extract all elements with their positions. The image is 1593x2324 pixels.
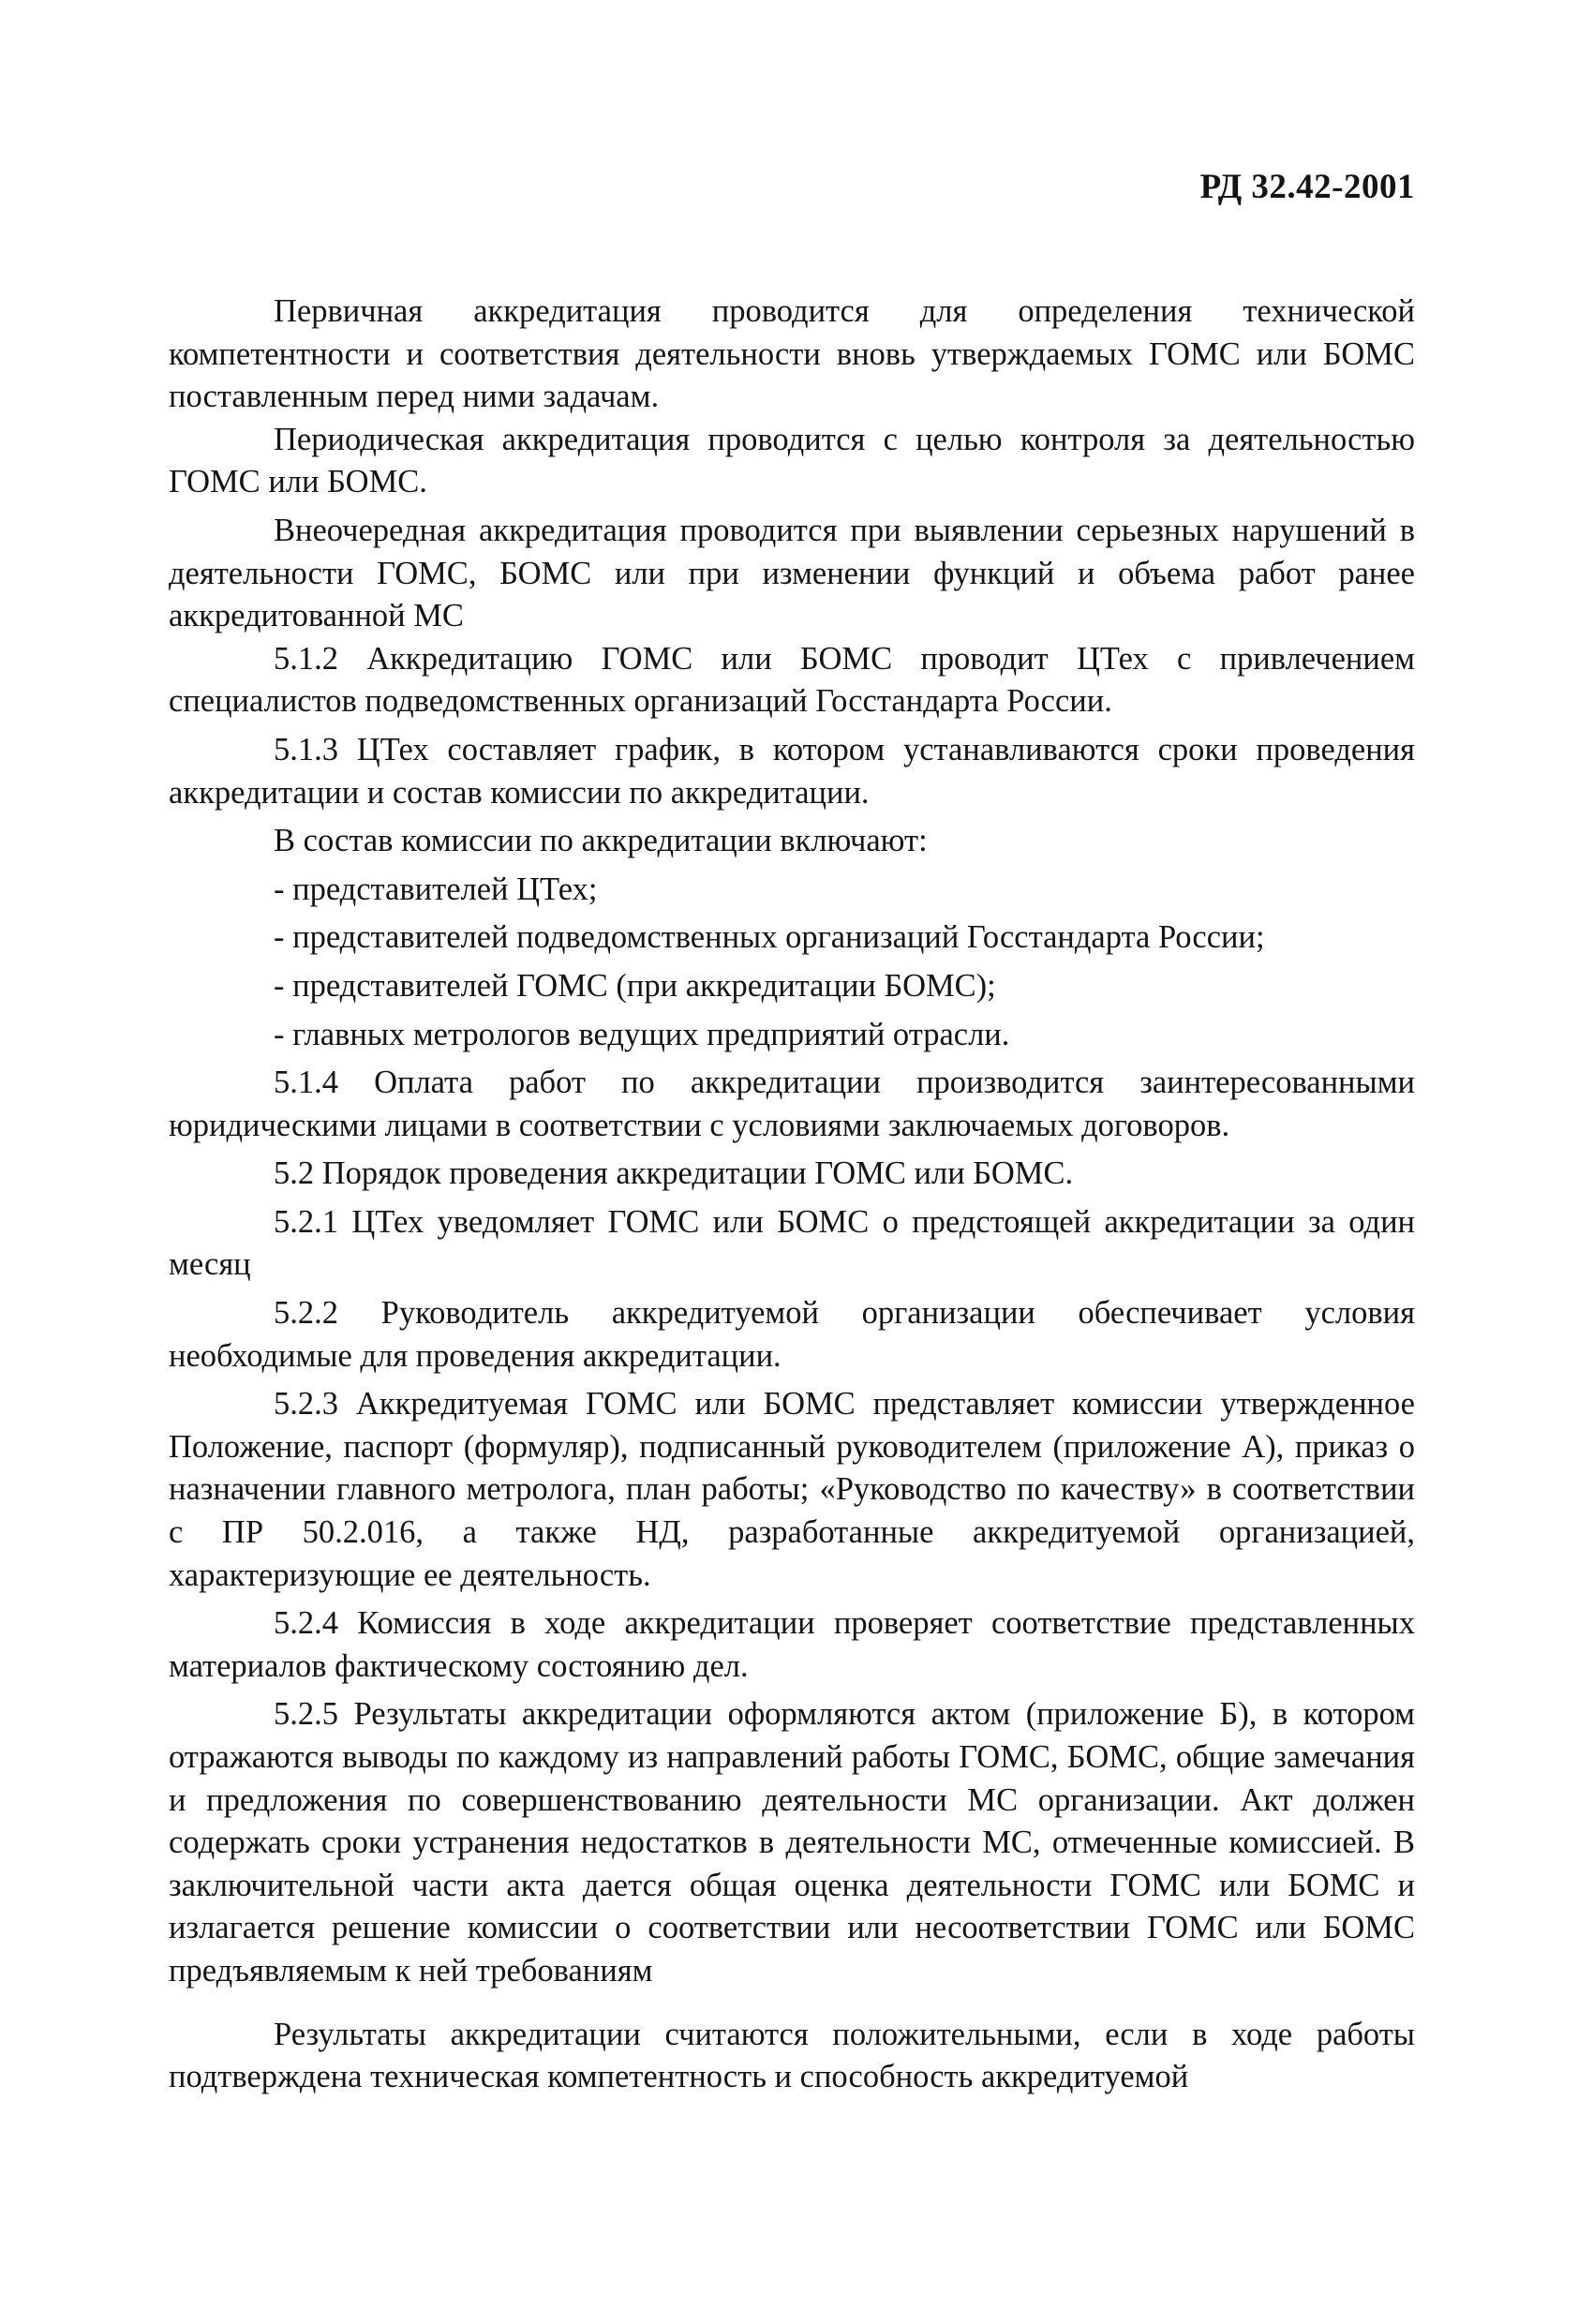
paragraph-5-2-4: 5.2.4 Комиссия в ходе аккредитации проверяет соответствие представленных материалов фактическому состоянию дел.	[169, 1605, 1415, 1684]
paragraph-5-2-2: 5.2.2 Руководитель аккредитуемой организации обеспечивает условия необходимые для проведения аккредитации.	[169, 1295, 1415, 1374]
paragraph-extraordinary-accreditation: Внеочередная аккредитация проводится при выявлении серьезных нарушений в деятельности ГОМС, БОМС или при изменении функций и объема работ ранее аккредитованной МС	[169, 512, 1415, 634]
document-body	[169, 290, 1415, 2099]
document-code: РД 32.42-2001	[1199, 168, 1415, 206]
paragraph-results-positive: Результаты аккредитации считаются положительными, если в ходе работы подтверждена техническая компетентность и способность аккредитуемой	[169, 2016, 1415, 2095]
paragraph-5-2-5: 5.2.5 Результаты аккредитации оформляются актом (приложение Б), в котором отражаются выводы по каждому из направлений работы ГОМС, БОМС, общие замечания и предложения по совершенствованию деятельности МС организации. Акт должен содержать сроки устранения недостатков в деятельности МС, отмеченные комиссией. В заключительной части акта дается общая оценка деятельности ГОМС или БОМС и излагается решение комиссии о соответствии или несоответствии ГОМС или БОМС предъявляемым к ней требованиям	[169, 1696, 1415, 1989]
paragraph-5-1-3: 5.1.3 ЦТех составляет график, в котором устанавливаются сроки проведения аккредитации и состав комиссии по аккредитации.	[169, 731, 1415, 811]
paragraph-5-1-4: 5.1.4 Оплата работ по аккредитации производится заинтересованными юридическими лицами в соответствии с условиями заключаемых договоров.	[169, 1065, 1415, 1143]
list-item-gosstandart: - представителей подведомственных организаций Госстандарта России;	[274, 919, 1265, 956]
list-item-ctex: - представителей ЦТех;	[274, 871, 598, 907]
paragraph-periodic-accreditation: Периодическая аккредитация проводится с целью контроля за деятельностью ГОМС или БОМС.	[169, 421, 1415, 500]
paragraph-commission-composition: В состав комиссии по аккредитации включают:	[274, 823, 928, 859]
paragraph-5-1-2: 5.1.2 Аккредитацию ГОМС или БОМС проводит ЦТех с привлечением специалистов подведомственных организаций Госстандарта России.	[169, 640, 1415, 720]
paragraph-5-2-3: 5.2.3 Аккредитуемая ГОМС или БОМС представляет комиссии утвержденное Положение, паспорт (формуляр), подписанный руководителем (приложение А), приказ о назначении главного метролога, план работы; «Руководство по качеству» в соответствии с ПР 50.2.016, а также НД, разработанные аккредитуемой организацией, характеризующие ее деятельность.	[169, 1386, 1415, 1593]
paragraph-primary-accreditation: Первичная аккредитация проводится для определения технической компетентности и соответствия деятельности вновь утверждаемых ГОМС или БОМС поставленным перед ними задачам.	[169, 293, 1415, 415]
list-item-metrologists: - главных метрологов ведущих предприятий отрасли.	[274, 1016, 1010, 1052]
paragraph-5-2-1: 5.2.1 ЦТех уведомляет ГОМС или БОМС о предстоящей аккредитации за один месяц	[169, 1203, 1415, 1283]
paragraph-5-2: 5.2 Порядок проведения аккредитации ГОМС или БОМС.	[274, 1155, 1074, 1192]
list-item-goms: - представителей ГОМС (при аккредитации БОМС);	[274, 967, 996, 1004]
